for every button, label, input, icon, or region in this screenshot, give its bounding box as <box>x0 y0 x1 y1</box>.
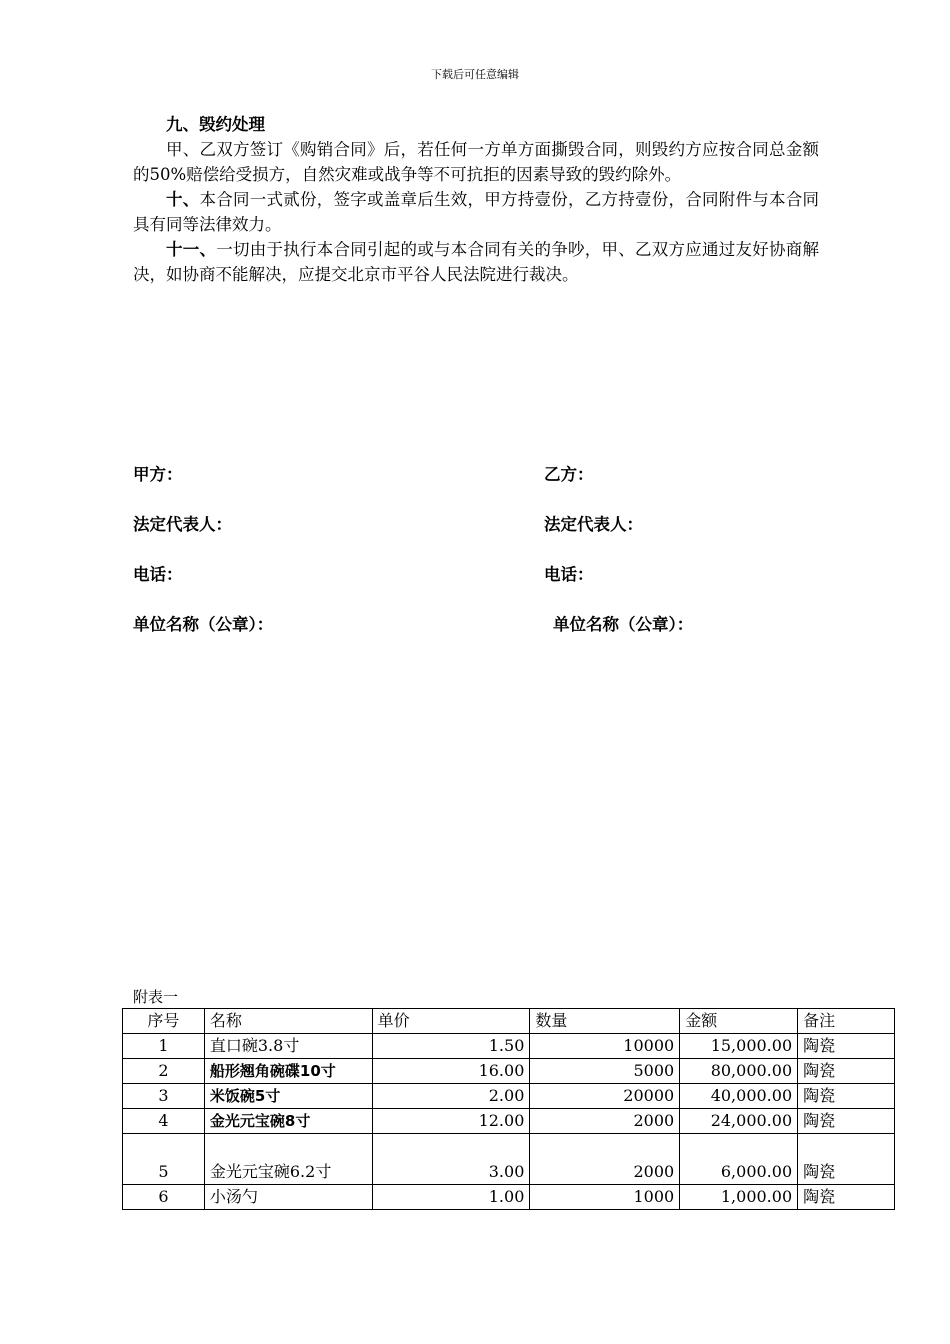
row-quantity: 5000 <box>530 1059 680 1084</box>
party-a-label: 甲方： <box>133 465 183 484</box>
clause-11-label: 十一、 <box>166 240 217 259</box>
row-note: 陶瓷 <box>798 1185 895 1210</box>
table-row <box>123 1034 895 1059</box>
attachment-caption: 附表一 <box>133 988 179 1006</box>
attachment-table <box>122 1008 895 1210</box>
row-name: 小汤勺 <box>204 1185 372 1210</box>
row-index: 4 <box>123 1109 205 1134</box>
row-unit-price: 1.00 <box>372 1185 530 1210</box>
row-note: 陶瓷 <box>798 1134 895 1185</box>
header-cell: 金额 <box>680 1009 798 1034</box>
header-cell: 序号 <box>123 1009 205 1034</box>
clause-10-label: 十、 <box>166 190 200 209</box>
party-a-representative: 法定代表人： <box>133 515 232 534</box>
row-index: 1 <box>123 1034 205 1059</box>
row-quantity: 2000 <box>530 1109 680 1134</box>
row-unit-price: 16.00 <box>372 1059 530 1084</box>
header-cell: 单价 <box>372 1009 530 1034</box>
party-b-unit-seal: 单位名称（公章）： <box>553 615 694 634</box>
clause-11-body: 一切由于执行本合同引起的或与本合同有关的争吵，甲、乙双方应通过友好协商解决，如协商不能解决，应提交北京市平谷人民法院进行裁决。 <box>133 240 819 284</box>
party-a-unit-seal: 单位名称（公章）： <box>133 615 274 634</box>
page-header: 下载后可任意编辑 <box>431 68 519 81</box>
header-cell: 数量 <box>530 1009 680 1034</box>
table-header-row <box>123 1009 895 1034</box>
table-row <box>123 1134 895 1185</box>
row-quantity: 20000 <box>530 1084 680 1109</box>
row-unit-price: 2.00 <box>372 1084 530 1109</box>
header-cell: 备注 <box>798 1009 895 1034</box>
row-note: 陶瓷 <box>798 1059 895 1084</box>
row-amount: 1,000.00 <box>680 1185 798 1210</box>
header-cell: 名称 <box>204 1009 372 1034</box>
row-amount: 40,000.00 <box>680 1084 798 1109</box>
clause-11 <box>133 237 819 287</box>
row-amount: 24,000.00 <box>680 1109 798 1134</box>
table-row <box>123 1059 895 1084</box>
clause-9-body: 甲、乙双方签订《购销合同》后，若任何一方单方面撕毁合同，则毁约方应按合同总金额的50%赔偿给受损方，自然灾难或战争等不可抗拒的因素导致的毁约除外。 <box>133 140 819 184</box>
row-quantity: 10000 <box>530 1034 680 1059</box>
table-row <box>123 1109 895 1134</box>
row-quantity: 1000 <box>530 1185 680 1210</box>
row-index: 3 <box>123 1084 205 1109</box>
table-row <box>123 1084 895 1109</box>
row-unit-price: 1.50 <box>372 1034 530 1059</box>
table-row <box>123 1185 895 1210</box>
row-amount: 15,000.00 <box>680 1034 798 1059</box>
party-b-phone: 电话： <box>544 565 594 584</box>
row-note: 陶瓷 <box>798 1034 895 1059</box>
row-index: 5 <box>123 1134 205 1185</box>
row-amount: 80,000.00 <box>680 1059 798 1084</box>
row-index: 2 <box>123 1059 205 1084</box>
row-index: 6 <box>123 1185 205 1210</box>
row-name: 米饭碗5寸 <box>204 1084 372 1109</box>
row-name: 船形翘角碗碟10寸 <box>204 1059 372 1084</box>
row-quantity: 2000 <box>530 1134 680 1185</box>
clause-10-body: 本合同一式贰份，签字或盖章后生效，甲方持壹份，乙方持壹份，合同附件与本合同具有同等法律效力。 <box>133 190 819 234</box>
clause-10 <box>133 187 819 237</box>
row-note: 陶瓷 <box>798 1084 895 1109</box>
row-note: 陶瓷 <box>798 1109 895 1134</box>
row-name: 直口碗3.8寸 <box>204 1034 372 1059</box>
contract-clauses <box>133 112 819 287</box>
party-b-label: 乙方： <box>544 465 594 484</box>
clause-9-title: 九、毁约处理 <box>166 115 265 134</box>
row-unit-price: 3.00 <box>372 1134 530 1185</box>
party-a-phone: 电话： <box>133 565 183 584</box>
row-name: 金光元宝碗8寸 <box>204 1109 372 1134</box>
party-b-representative: 法定代表人： <box>544 515 643 534</box>
row-name: 金光元宝碗6.2寸 <box>204 1134 372 1185</box>
row-amount: 6,000.00 <box>680 1134 798 1185</box>
row-unit-price: 12.00 <box>372 1109 530 1134</box>
